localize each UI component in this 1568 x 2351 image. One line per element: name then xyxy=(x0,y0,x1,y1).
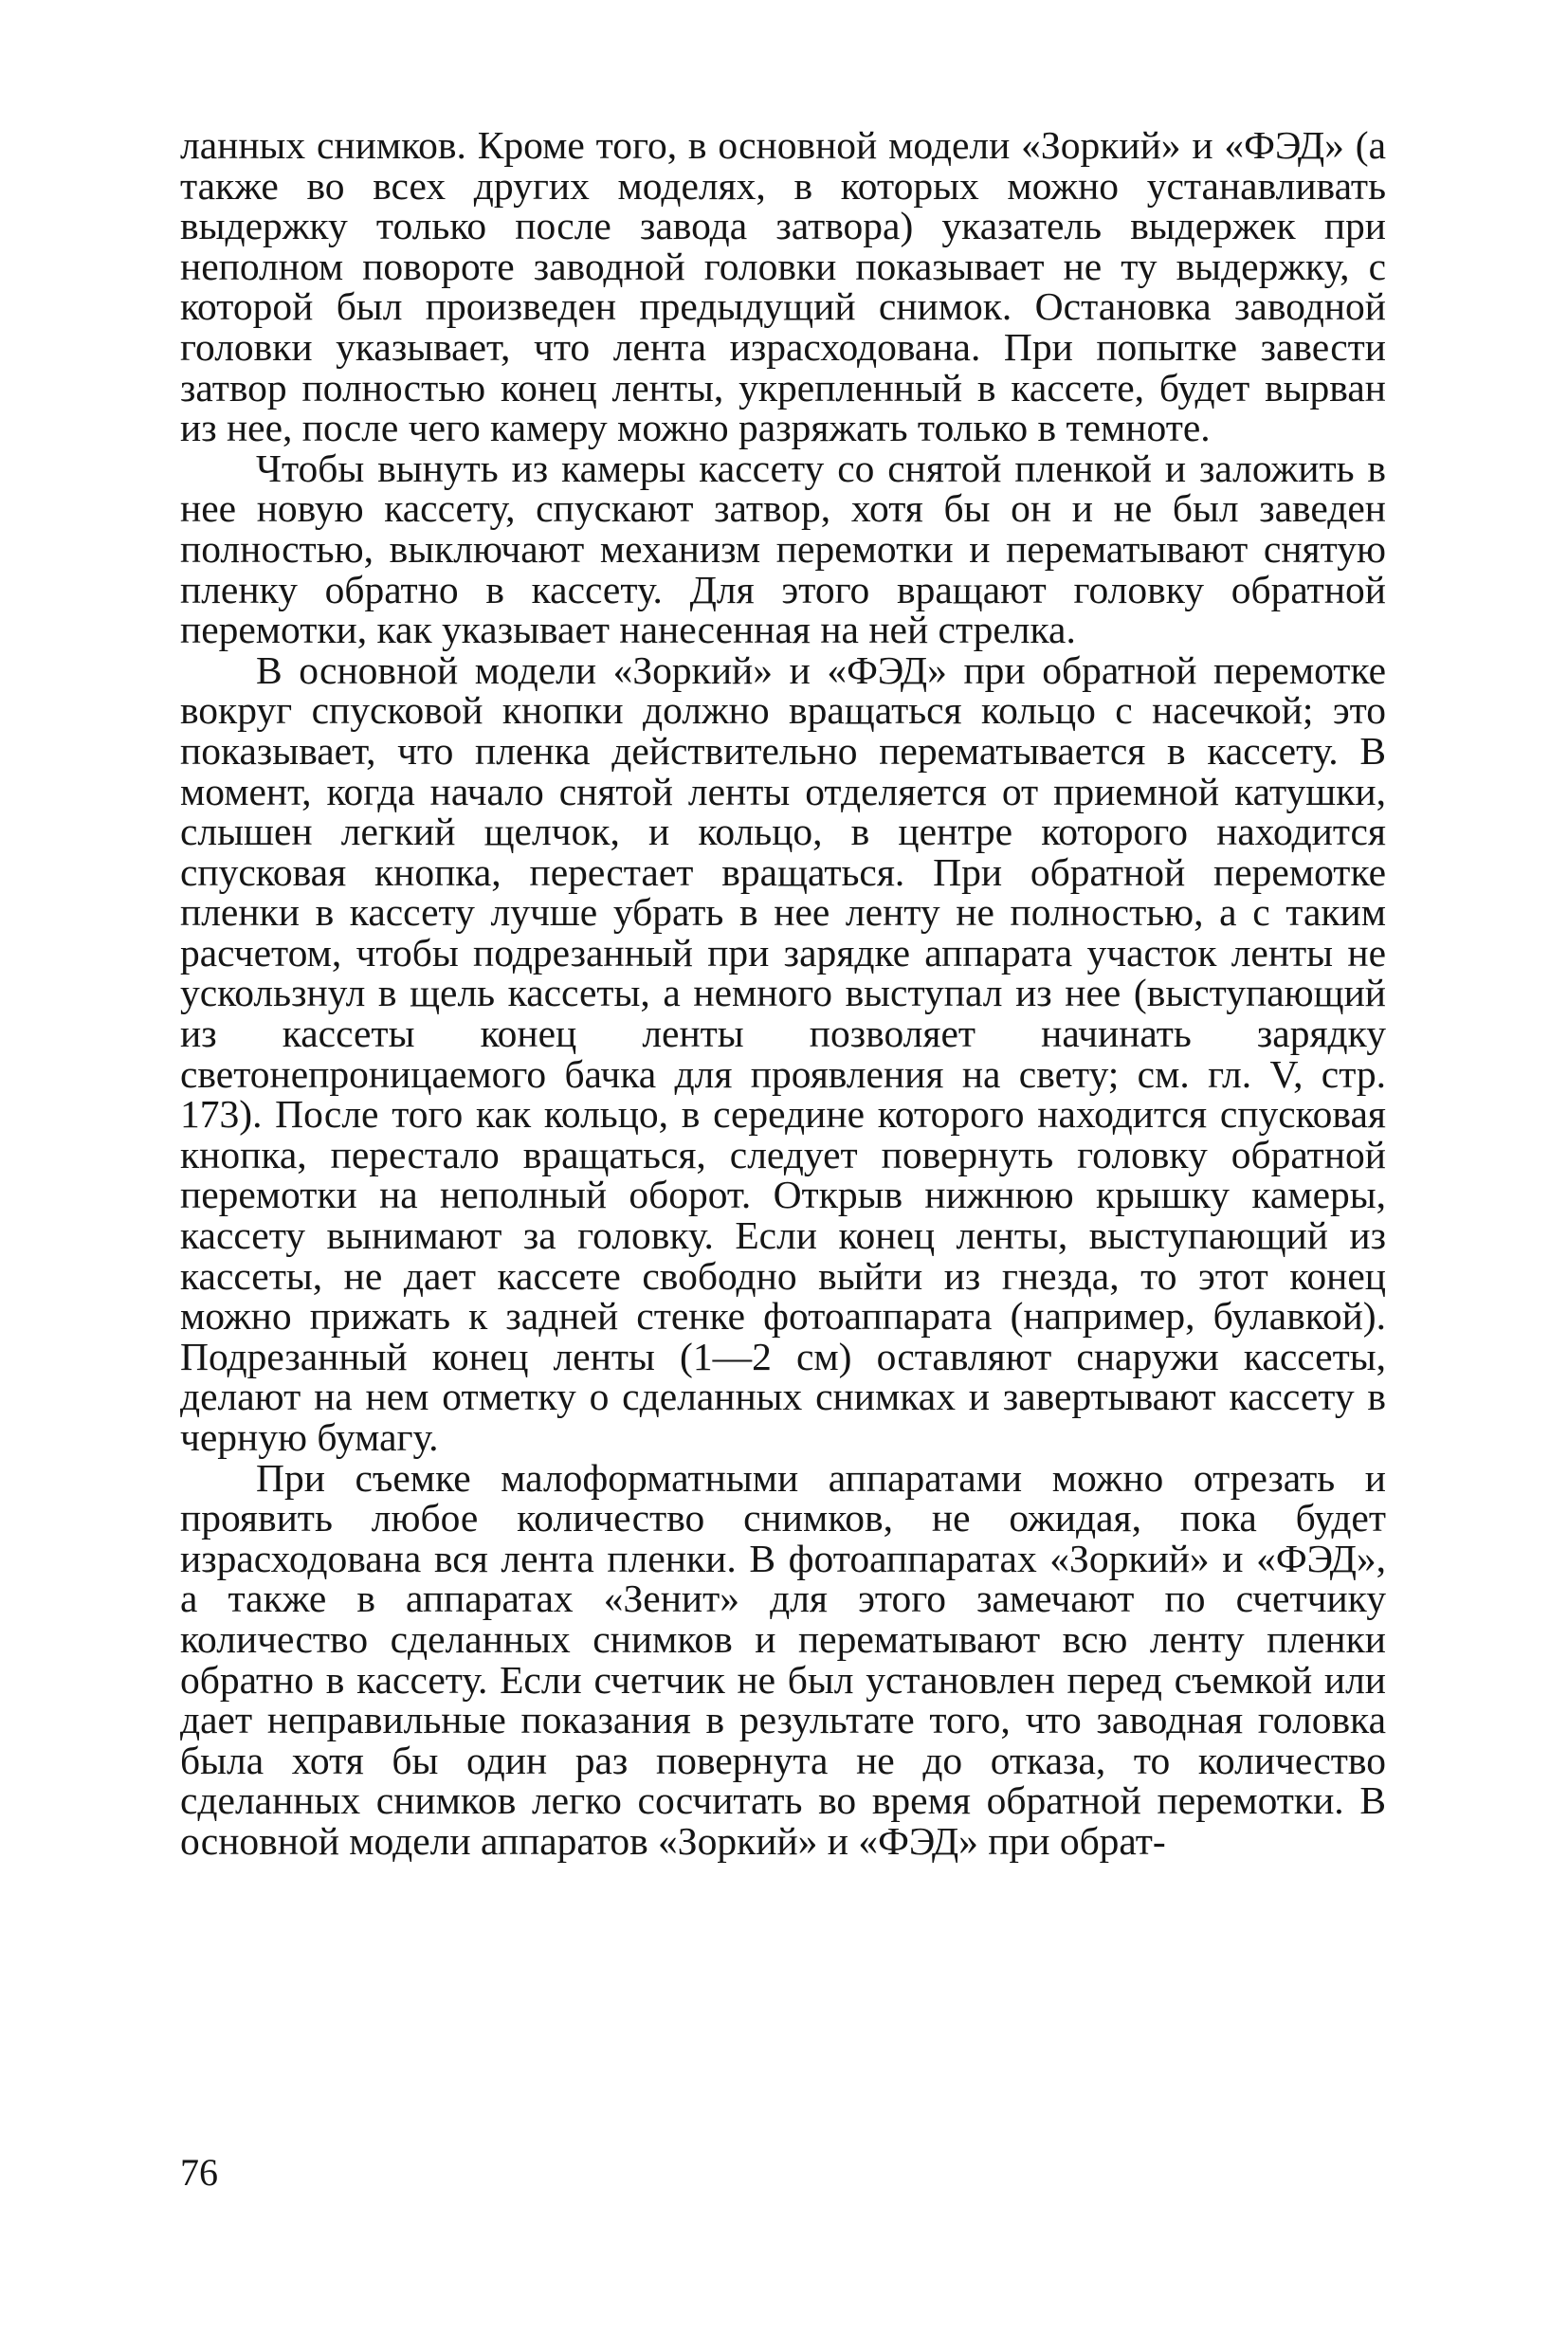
paragraph-4: При съемке малоформатными аппаратами можно отрезать и проявить любое количество снимков, не ожидая, пока будет израсходована вся лента пленки. В фотоаппаратах «Зоркий» и «ФЭД», а также в аппаратах «Зенит» для этого замечают по счетчику количество сделанных снимков и перематывают всю ленту пленки обратно в кассету. Если счетчик не был установлен перед съемкой или дает неправильные показания в результате того, что заводная головка была хотя бы один раз повернута не до отказа, то количество сделанных снимков легко сосчитать во время обратной перемотки. В основной модели аппаратов «Зоркий» и «ФЭД» при обрат- xyxy=(180,1455,1386,1863)
body-text xyxy=(180,125,1386,1862)
page-number: 76 xyxy=(180,2151,218,2194)
paragraph-1: ланных снимков. Кроме того, в основной модели «Зоркий» и «ФЭД» (а также во всех других моделях, в которых можно устанавливать выдержку только после завода затвора) указатель выдержек при неполном повороте заводной головки показывает не ту выдержку, с которой был произведен предыдущий снимок. Остановка заводной головки указывает, что лента израсходована. При попытке завести затвор полностью конец ленты, укрепленный в кассете, будет вырван из нее, после чего камеру можно разряжать только в темноте. xyxy=(180,123,1386,450)
paragraph-2: Чтобы вынуть из камеры кассету со снятой пленкой и заложить в нее новую кассету, спускают затвор, хотя бы он и не был заведен полностью, выключают механизм перемотки и перематывают снятую пленку обратно в кассету. Для этого вращают головку обратной перемотки, как указывает нанесенная на ней стрелка. xyxy=(180,446,1386,652)
paragraph-3: В основной модели «Зоркий» и «ФЭД» при обратной перемотке вокруг спусковой кнопки должно вращаться кольцо с насечкой; это показывает, что пленка действительно перематывается в кассету. В момент, когда начало снятой ленты отделяется от приемной катушки, слышен легкий щелчок, и кольцо, в центре которого находится спусковая кнопка, перестает вращаться. При обратной перемотке пленки в кассету лучше убрать в нее ленту не полностью, а с таким расчетом, чтобы подрезанный при зарядке аппарата участок ленты не ускользнул в щель кассеты, а немного выступал из нее (выступающий из кассеты конец ленты позволяет начинать зарядку светонепроницаемого бачка для проявления на свету; см. гл. V, стр. 173). После того как кольцо, в середине которого находится спусковая кнопка, перестало вращаться, следует повернуть головку обратной перемотки на неполный оборот. Открыв нижнюю крышку камеры, кассету вынимают за головку. Если конец ленты, выступающий из кассеты, не дает кассете свободно выйти из гнезда, то этот конец можно прижать к задней стенке фотоаппарата (например, булавкой). Подрезанный конец ленты (1—2 см) оставляют снаружи кассеты, делают на нем отметку о сделанных снимках и завертывают кассету в черную бумагу. xyxy=(180,647,1386,1459)
